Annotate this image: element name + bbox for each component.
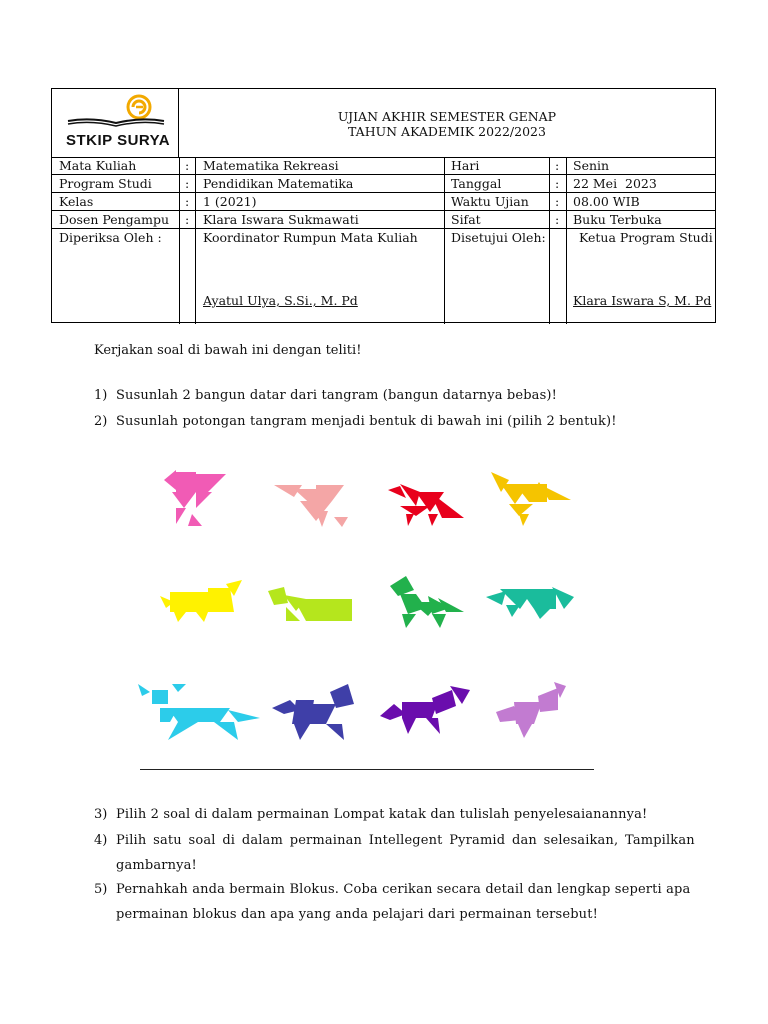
colon: : xyxy=(555,194,560,209)
value-hari: Senin xyxy=(573,158,610,173)
checked-name-signature: Ayatul Ulya, S.Si., M. Pd xyxy=(203,293,358,308)
value-tanggal: 22 Mei 2023 xyxy=(573,176,657,191)
approved-role: Ketua Program Studi xyxy=(579,230,713,245)
value-dosen-pengampu: Klara Iswara Sukmawati xyxy=(203,212,359,227)
question-number: 2) xyxy=(94,414,108,429)
label-kelas: Kelas xyxy=(59,194,94,209)
tangram-animal-green xyxy=(388,574,466,630)
label-hari: Hari xyxy=(451,158,480,173)
logo-cell xyxy=(52,89,179,157)
question-number: 3) xyxy=(94,807,108,822)
colon: : xyxy=(185,194,190,209)
question-4-text-line1: Pilih satu soal di dalam permainan Intellegent Pyramid dan selesaikan, Tampilkan xyxy=(116,833,695,848)
label-mata-kuliah: Mata Kuliah xyxy=(59,158,137,173)
approved-name-signature: Klara Iswara S, M. Pd xyxy=(573,293,712,308)
value-program-studi: Pendidikan Matematika xyxy=(203,176,354,191)
section-divider-line xyxy=(140,769,594,770)
exam-title-line1: UJIAN AKHIR SEMESTER GENAP xyxy=(337,109,557,124)
colon: : xyxy=(555,212,560,227)
colon: : xyxy=(555,158,560,173)
value-waktu-ujian: 08.00 WIB xyxy=(573,194,640,209)
label-tanggal: Tanggal xyxy=(451,176,502,191)
tangram-bird-yellow xyxy=(489,470,573,530)
tangram-bird-light-pink xyxy=(272,481,352,531)
label-waktu-ujian: Waktu Ujian xyxy=(451,194,529,209)
label-program-studi: Program Studi xyxy=(59,176,152,191)
question-number: 5) xyxy=(94,882,108,897)
question-3-text: Pilih 2 soal di dalam permainan Lompat katak dan tulislah penyelesaianannya! xyxy=(116,807,648,822)
checked-role: Koordinator Rumpun Mata Kuliah xyxy=(203,230,418,245)
tangram-animal-yellow xyxy=(160,578,244,622)
tangram-bird-lilac xyxy=(494,682,570,740)
tangram-animal-indigo xyxy=(270,684,356,742)
tangram-horse-purple xyxy=(380,686,472,738)
book-icon xyxy=(66,117,166,127)
tangram-fox-cyan xyxy=(138,682,262,742)
tangram-animal-lime xyxy=(266,585,354,625)
value-kelas: 1 (2021) xyxy=(203,194,257,209)
tangram-animal-teal xyxy=(484,583,578,623)
logo-text: STKIP SURYA xyxy=(66,132,171,149)
exam-header-table xyxy=(51,88,716,323)
value-mata-kuliah: Matematika Rekreasi xyxy=(203,158,339,173)
label-diperiksa-oleh: Diperiksa Oleh : xyxy=(59,230,162,245)
tangram-bird-pink xyxy=(162,470,234,532)
value-sifat: Buku Terbuka xyxy=(573,212,662,227)
question-number: 1) xyxy=(94,388,108,403)
colon: : xyxy=(185,176,190,191)
exam-title xyxy=(179,89,715,157)
label-disetujui-oleh: Disetujui Oleh: xyxy=(451,230,546,245)
label-sifat: Sifat xyxy=(451,212,481,227)
colon: : xyxy=(555,176,560,191)
label-dosen-pengampu: Dosen Pengampu xyxy=(59,212,170,227)
question-2-text: Susunlah potongan tangram menjadi bentuk di bawah ini (pilih 2 bentuk)! xyxy=(116,414,617,429)
question-number: 4) xyxy=(94,833,108,848)
question-1-text: Susunlah 2 bangun datar dari tangram (bangun datarnya bebas)! xyxy=(116,388,557,403)
tangram-bird-red xyxy=(386,482,466,532)
instruction-text: Kerjakan soal di bawah ini dengan teliti! xyxy=(94,343,362,358)
question-5-text-line2: permainan blokus dan apa yang anda pelajari dari permainan tersebut! xyxy=(116,907,598,922)
exam-title-line2: TAHUN AKADEMIK 2022/2023 xyxy=(348,124,546,139)
colon: : xyxy=(185,158,190,173)
colon: : xyxy=(185,212,190,227)
question-4-text-line2: gambarnya! xyxy=(116,858,197,873)
question-5-text-line1: Pernahkah anda bermain Blokus. Coba cerikan secara detail dan lengkap seperti apa xyxy=(116,882,691,897)
